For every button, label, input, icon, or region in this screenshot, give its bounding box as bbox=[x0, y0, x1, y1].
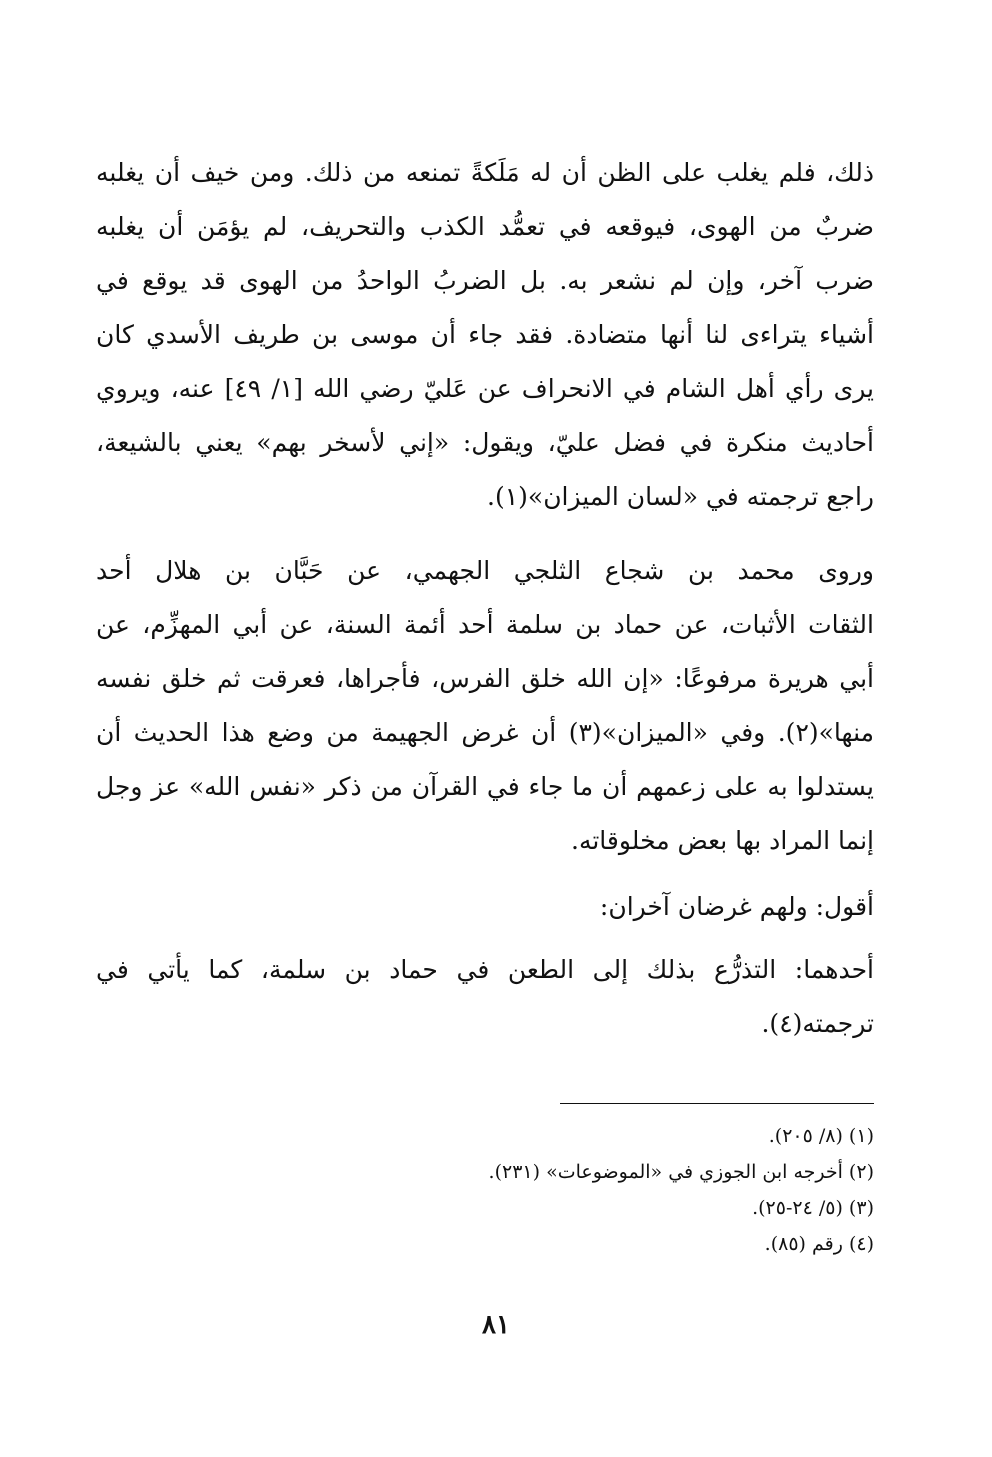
paragraph-line: إنما المراد بها بعض مخلوقاته. bbox=[571, 826, 874, 855]
page-number: ٨١ bbox=[482, 1310, 510, 1340]
paragraph-line: أحدهما: التذرُّع بذلك إلى الطعن في حماد بن سلمة، كما يأتي في bbox=[96, 955, 874, 984]
paragraph-2 bbox=[96, 544, 874, 868]
paragraph-line: أقول: ولهم غرضان آخران: bbox=[599, 892, 874, 921]
footnote-2: (٢) أخرجه ابن الجوزي في «الموضوعات» (٢٣١). bbox=[488, 1161, 874, 1183]
paragraph-line: ترجمته(٤). bbox=[761, 1009, 874, 1038]
footnote-1: (١) (٨/ ٢٠٥). bbox=[768, 1125, 874, 1147]
paragraph-4 bbox=[96, 943, 874, 1051]
footnotes bbox=[300, 1118, 874, 1262]
paragraph-line: يرى رأي أهل الشام في الانحراف عن عَليّ رضي الله [١/ ٤٩] عنه، ويروي bbox=[96, 374, 874, 403]
footnote-4: (٤) رقم (٨٥). bbox=[764, 1233, 874, 1255]
paragraph-line: منها»(٢). وفي «الميزان»(٣) أن غرض الجهيمة من وضع هذا الحديث أن bbox=[96, 718, 874, 747]
paragraph-line: وروى محمد بن شجاع الثلجي الجهمي، عن حَبَّان بن هلال أحد bbox=[96, 556, 874, 585]
paragraph-line: أبي هريرة مرفوعًا: «إن الله خلق الفرس، فأجراها، فعرقت ثم خلق نفسه bbox=[96, 664, 874, 693]
paragraph-line: ضربٌ من الهوى، فيوقعه في تعمُّد الكذب والتحريف، لم يؤمَن أن يغلبه bbox=[96, 212, 874, 241]
paragraph-line: ضرب آخر، وإن لم نشعر به. بل الضربُ الواحدُ من الهوى قد يوقع في bbox=[96, 266, 874, 295]
footnote-separator bbox=[560, 1103, 874, 1104]
paragraph-line: راجع ترجمته في «لسان الميزان»(١). bbox=[487, 482, 874, 511]
footnote-3: (٣) (٥/ ٢٤-٢٥). bbox=[752, 1197, 874, 1219]
paragraph-3 bbox=[96, 880, 874, 934]
paragraph-line: أحاديث منكرة في فضل عليّ، ويقول: «إني لأسخر بهم» يعني بالشيعة، bbox=[96, 428, 874, 457]
paragraph-line: الثقات الأثبات، عن حماد بن سلمة أحد أئمة السنة، عن أبي المهزِّم، عن bbox=[96, 610, 874, 639]
paragraph-line: أشياء يتراءى لنا أنها متضادة. فقد جاء أن موسى بن طريف الأسدي كان bbox=[96, 320, 874, 349]
paragraph-1 bbox=[96, 146, 874, 524]
paragraph-line: ذلك، فلم يغلب على الظن أن له مَلَكةً تمنعه من ذلك. ومن خيف أن يغلبه bbox=[96, 158, 874, 187]
paragraph-line: يستدلوا به على زعمهم أن ما جاء في القرآن من ذكر «نفس الله» عز وجل bbox=[96, 772, 874, 801]
